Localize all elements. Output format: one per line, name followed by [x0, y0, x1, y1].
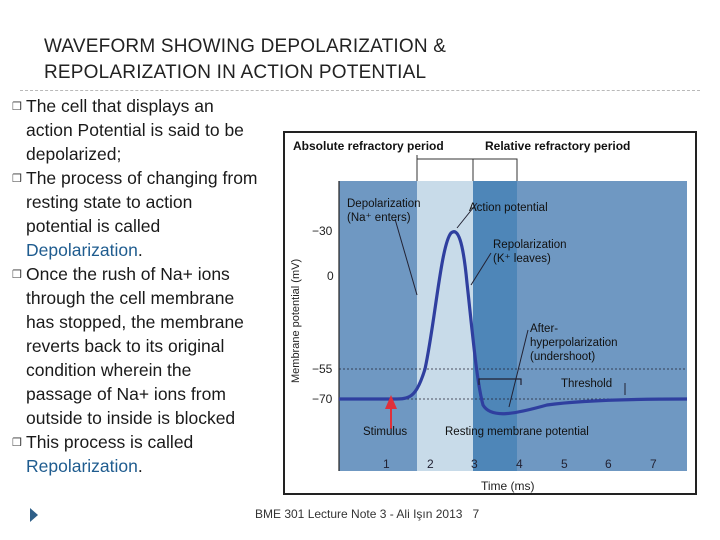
- title-divider: [20, 90, 700, 91]
- bullet-text: Once the rush of Na+ ions through the cell membrane has stopped, the membrane reverts back to its original condition wherein the passage of Na+ ions from outside to inside is blocked: [26, 264, 244, 428]
- depolarization-sub-label: (Na⁺ enters): [347, 212, 411, 224]
- after-hyperpolarization-label-1: After-: [530, 323, 559, 335]
- bullet-item: [12, 166, 262, 262]
- bullet-highlight: Repolarization: [26, 456, 138, 476]
- y-axis-label: Membrane potential (mV): [290, 258, 302, 383]
- bullet-tail: .: [137, 456, 143, 476]
- x-tick-label: 4: [516, 457, 523, 471]
- after-hyperpolarization-label-3: (undershoot): [530, 351, 596, 363]
- after-hyperpolarization-label-2: hyperpolarization: [530, 337, 618, 349]
- bullet-item: [12, 262, 262, 430]
- title-line-1: WAVEFORM SHOWING DEPOLARIZATION &: [44, 36, 447, 57]
- resting-potential-label: Resting membrane potential: [445, 426, 589, 438]
- page-number: 7: [472, 507, 480, 521]
- action-potential-figure: [283, 131, 697, 495]
- y-tick-label: −70: [312, 392, 333, 406]
- x-axis-label: Time (ms): [481, 479, 535, 493]
- bullet-marker-icon: ❒: [12, 437, 22, 449]
- bullet-item: [12, 94, 262, 166]
- repolarization-sub-label: (K⁺ leaves): [493, 253, 551, 265]
- bullet-item: [12, 430, 262, 478]
- bullet-list: [12, 94, 262, 478]
- footer-arrow-icon: [30, 508, 38, 522]
- bullet-text: The cell that displays an action Potential is said to be depolarized;: [26, 96, 244, 164]
- x-tick-label: 7: [650, 457, 657, 471]
- x-tick-label: 5: [561, 457, 568, 471]
- x-tick-label: 2: [427, 457, 434, 471]
- action-potential-label: Action potential: [469, 202, 548, 214]
- relative-refractory-label: Relative refractory period: [485, 139, 631, 153]
- bullet-marker-icon: ❒: [12, 269, 22, 281]
- x-tick-label: 1: [383, 457, 390, 471]
- bullet-marker-icon: ❒: [12, 101, 22, 113]
- y-tick-label: −30: [312, 224, 333, 238]
- relative-refractory-bracket: [417, 159, 517, 181]
- x-tick-label: 6: [605, 457, 612, 471]
- bullet-marker-icon: ❒: [12, 173, 22, 185]
- stimulus-label: Stimulus: [363, 426, 408, 438]
- title-line-2: REPOLARIZATION IN ACTION POTENTIAL: [44, 62, 427, 83]
- slide-title: [44, 34, 644, 86]
- absolute-refractory-bracket: [417, 155, 473, 159]
- bullet-text: The process of changing from resting state to action potential is called: [26, 168, 258, 236]
- bullet-highlight: Depolarization: [26, 240, 138, 260]
- y-tick-label: −55: [312, 362, 333, 376]
- slide-footer: [255, 507, 479, 521]
- repolarization-label: Repolarization: [493, 239, 567, 251]
- footer-text: BME 301 Lecture Note 3 - Ali Işın 2013: [255, 507, 463, 521]
- action-potential-diagram: [285, 133, 695, 493]
- bullet-text: This process is called: [26, 432, 194, 452]
- x-tick-label: 3: [471, 457, 478, 471]
- absolute-refractory-label: Absolute refractory period: [293, 139, 444, 153]
- threshold-label: Threshold: [561, 378, 613, 390]
- y-tick-label: 0: [327, 269, 334, 283]
- bullet-tail: .: [137, 240, 143, 260]
- depolarization-label: Depolarization: [347, 198, 421, 210]
